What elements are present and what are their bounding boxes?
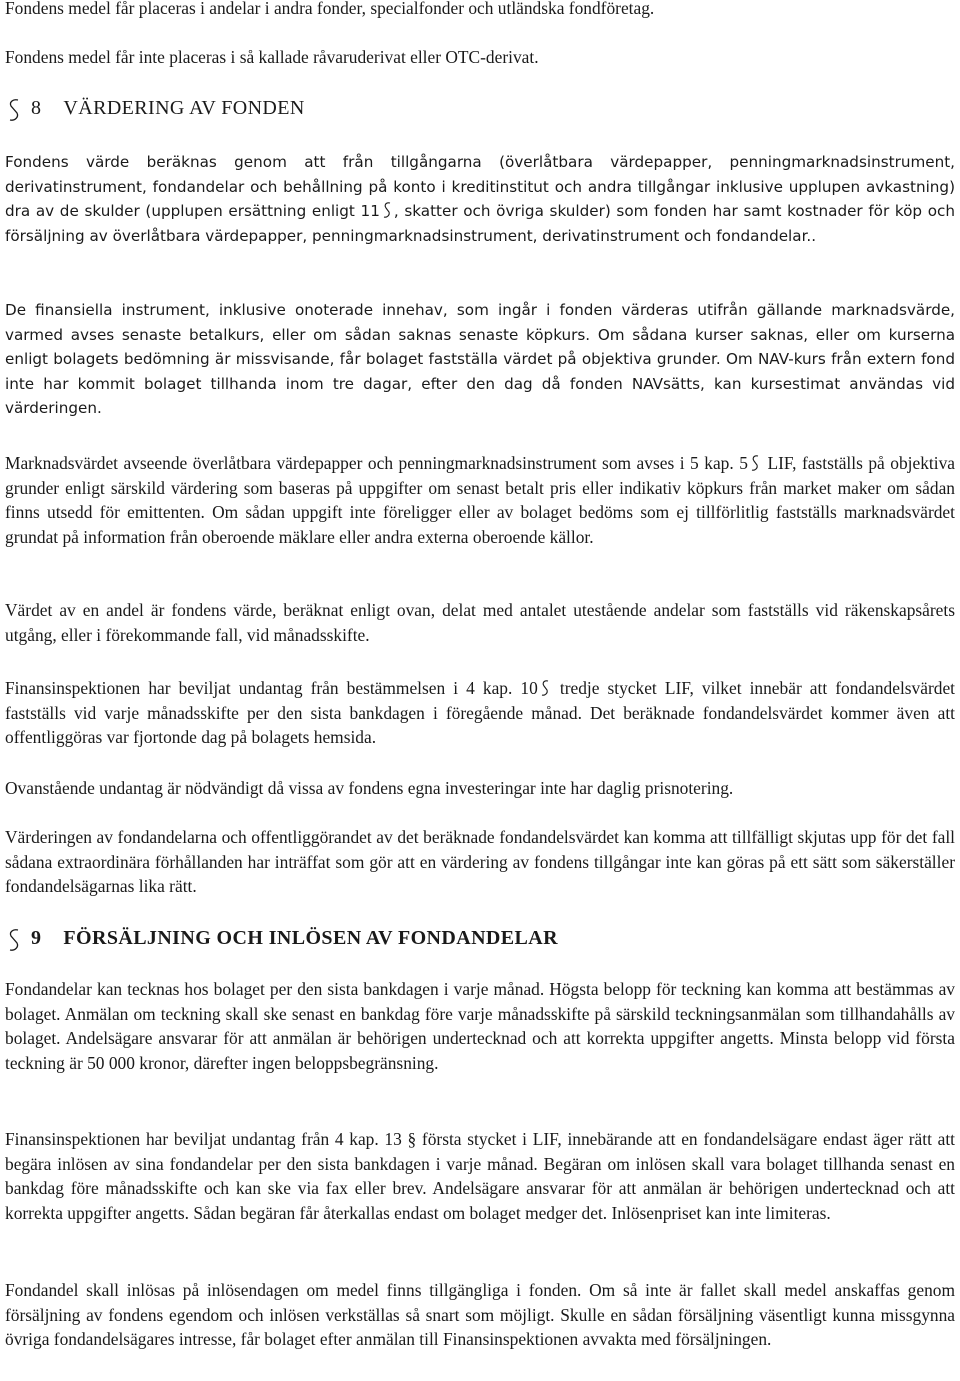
section-sign-icon	[5, 927, 23, 953]
section-8-paragraph-6: Ovanstående undantag är nödvändigt då vissa av fondens egna investeringar inte har daglig prisnotering.	[5, 778, 734, 798]
section-number: 9	[31, 926, 42, 949]
section-title: FÖRSÄLJNING OCH INLÖSEN AV FONDANDELAR	[63, 926, 558, 949]
section-number: 8	[31, 96, 42, 119]
section-sign-icon	[382, 201, 392, 219]
paragraph-text: tredje stycket LIF, vilket innebär att fondandelsvärdet fastställs vid varje månadsskifte per den sista bankdagen i föregående månad. Det beräknade fondandelsvärdet kommer även att offentliggöras var fjortonde dag på bolagets hemsida.	[5, 678, 955, 747]
section-8-paragraph-3	[5, 451, 955, 549]
paragraph-text: Fondens värde beräknas genom att från tillgångarna (överlåtbara värdepapper, penningmarknadsinstrument, derivatinstrument, fondandelar och behållning på konto i kreditinstitut och andra tillgångar inklusive upplupen avkastning) dra av de skulder (upplupen ersättning enligt 11	[5, 153, 955, 220]
section-9-heading	[5, 923, 558, 953]
section-title: VÄRDERING AV FONDEN	[63, 96, 305, 119]
section-9-paragraph-3: Fondandel skall inlösas på inlösendagen om medel finns tillgängliga i fonden. Om så inte är fallet skall medel anskaffas genom försäljning av fondens egendom och inlösen verkställas så snart som möjligt. Skulle en sådan försäljning väsentligt kunna missgynna övriga fondandelsägares intresse, får bolaget efter anmälan till Finansinspektionen avvakta med försäljningen.	[5, 1280, 955, 1349]
section-9-paragraph-1: Fondandelar kan tecknas hos bolaget per den sista bankdagen i varje månad. Högsta belopp för teckning kan komma att bestämmas av bolaget. Anmälan om teckning skall ske senast en bankdag före varje månadsskifte på särskild teckningsanmälan som tillhandahålls av bolaget. Andelsägare ansvarar för att anmälan är behörigen undertecknad och att korrekta uppgifter angetts. Minsta belopp vid första teckning är 50 000 kronor, därefter ingen beloppsbegränsning.	[5, 979, 955, 1073]
section-sign-icon	[750, 454, 760, 472]
intro-paragraph-1: Fondens medel får placeras i andelar i andra fonder, specialfonder och utländska fondföretag.	[5, 0, 655, 18]
section-8-paragraph-5	[5, 676, 955, 750]
section-8-paragraph-7: Värderingen av fondandelarna och offentliggörandet av det beräknade fondandelsvärdet kan komma att tillfälligt skjutas upp för det fall sådana extraordinära förhållanden har inträffat som gör att en värdering av fondens tillgångar inte kan göras på ett sätt som säkerställer fondandelsägarnas lika rätt.	[5, 827, 955, 896]
section-9-paragraph-2: Finansinspektionen har beviljat undantag från 4 kap. 13 § första stycket i LIF, innebärande att en fondandelsägare endast äger rätt att begära inlösen av sina fondandelar per den sista bankdagen i varje månad. Begäran om inlösen skall vara bolaget tillhanda senast en bankdag före månadsskifte och kan ske via fax eller brev. Andelsägare ansvarar för att anmälan är behörigen undertecknad och att korrekta uppgifter angetts. Sådan begäran får återkallas endast om bolaget medger det. Inlösenpriset kan inte limiteras.	[5, 1129, 955, 1223]
section-8-paragraph-1	[5, 150, 955, 248]
intro-paragraph-2: Fondens medel får inte placeras i så kallade råvaruderivat eller OTC-derivat.	[5, 47, 539, 67]
paragraph-text: , skatter och övriga skulder) som fonden har samt kostnader för köp och försäljning av överlåtbara värdepapper, penningmarknadsinstrument, derivatinstrument och fondandelar..	[5, 202, 955, 245]
paragraph-text: LIF, fastställs på objektiva grunder enligt särskild värdering som baseras på uppgifter om senast betalt pris eller indikativ köpkurs från market maker om sådan finns utsedd för emittenten. Om sådan uppgift inte föreligger eller av bolaget bedöms som ej tillförlitlig fastställs marknadsvärdet grundat på information från oberoende mäklare eller andra externa oberoende källor.	[5, 453, 955, 547]
section-8-heading	[5, 93, 305, 123]
section-8-paragraph-4: Värdet av en andel är fondens värde, beräknat enligt ovan, delat med antalet utestående andelar som fastställs vid räkenskapsårets utgång, eller i förekommande fall, vid månadsskifte.	[5, 600, 955, 645]
section-sign-icon	[540, 679, 550, 697]
section-8-paragraph-2: De finansiella instrument, inklusive onoterade innehav, som ingår i fonden värderas utifrån gällande marknadsvärde, varmed avses senaste betalkurs, eller om sådan saknas senaste köpkurs. Om sådana kurser saknas, eller om kurserna enligt bolagets bedömning är missvisande, får bolaget fastställa värdet på objektiva grunder. Om NAV-kurs från extern fond inte har kommit bolaget tillhanda inom tre dagar, efter den dag då fonden NAVsätts, kan kursestimat användas vid värderingen.	[5, 301, 955, 417]
paragraph-text: Finansinspektionen har beviljat undantag från bestämmelsen i 4 kap. 10	[5, 678, 538, 698]
section-sign-icon	[5, 97, 23, 123]
paragraph-text: Marknadsvärdet avseende överlåtbara värdepapper och penningmarknadsinstrument som avses i 5 kap. 5	[5, 453, 748, 473]
